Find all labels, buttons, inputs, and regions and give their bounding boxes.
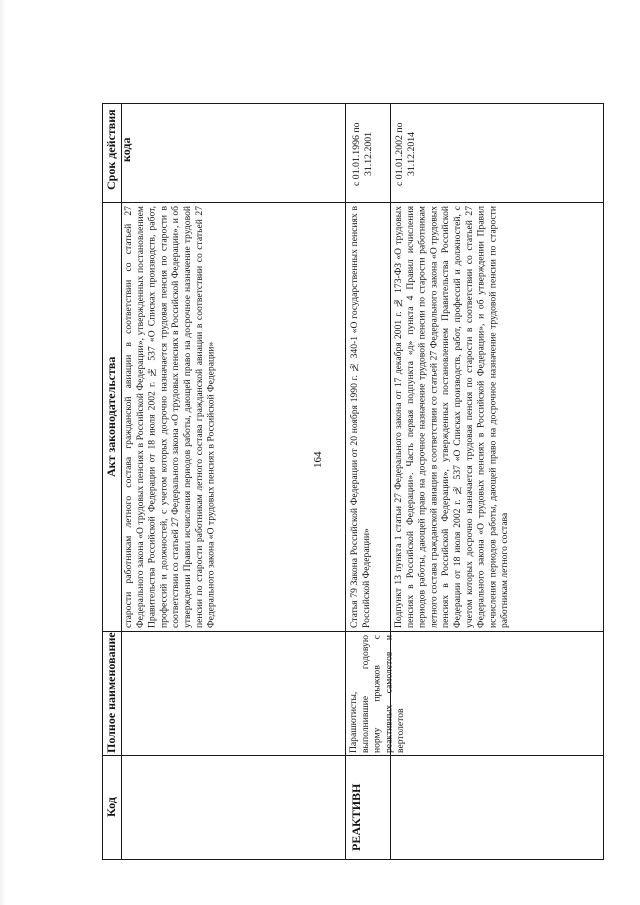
row2-act-2: Подпункт 13 пункта 1 статьи 27 Федерального закона от 17 декабря 2001 г. № 173-ФЗ «О трудовых пенсиях в Российской Федерации». Часть первая подпункта «д» пункта 4 Правил исчисления периодов работы, дающей право на досрочное назначение трудовой пенсии по старости работникам летного состава гражданской авиации в соответствии со статьей 27 Федерального закона «О трудовых пенсиях в Российской Федерации», утвержденных постановлением Правительства Российской Федерации от 18 июля 2002 г. № 537 «О Списках производств, работ, профессий и должностей, с учетом которых досрочно назначается трудовая пенсия по старости в соответствии со статьей 27 Федерального закона «О трудовых пенсиях в Российской Федерации», и об утверждении Правил исчисления периодов работы, дающей право на досрочное назначение трудовой пенсии по старости работникам летного состава <box>393 206 511 628</box>
header-period: Срок действия кода <box>104 109 133 191</box>
header-act: Акт законодательства <box>104 356 118 477</box>
scan-edge-shading <box>0 0 6 905</box>
row-divider-rule <box>345 104 346 859</box>
row2-act-1: Статья 79 Закона Российской Федерации от 20 ноября 1990 г. № 340-1 «О государственных пенсиях в Российской Федерации» <box>349 206 372 628</box>
row2-code: РЕАКТИВН <box>349 783 363 851</box>
header-name: Полное наименование <box>104 632 118 754</box>
row2-period-2: с 01.01.2002 по 31.12.2014 <box>394 122 417 186</box>
row2-full-name: Парашютисты, выполнившие годовую норму прыжков с реактивных самолетов и вертолетов <box>348 635 407 753</box>
header-code: Код <box>104 797 118 817</box>
law-code-table <box>102 103 604 860</box>
act-column-rule <box>103 631 603 632</box>
header-row-rule <box>121 104 122 859</box>
row1-act-text: старости работникам летного состава гражданской авиации в соответствии со статьей 27 Федерального закона «О трудовых пенсиях в Российской Федерации», утвержденных постановлением Правительства Российской Федерации от 18 июля 2002 г. № 537 «О Списках производств, работ, профессий и должностей, с учетом которых досрочно назначается трудовая пенсия по старости в соответствии со статьей 27 Федерального закона «О трудовых пенсиях в Российской Федерации», и об утверждении Правил исчисления периодов работы, дающей право на досрочное назначение трудовой пенсии по старости работникам летного состава гражданской авиации в соответствии со статьей 27 Федерального закона «О трудовых пенсиях в Российской Федерации» <box>123 206 217 628</box>
row2-period-1: с 01.01.1996 по 31.12.2001 <box>351 122 374 186</box>
page-number: 164 <box>312 451 324 469</box>
period-column-rule <box>103 202 603 203</box>
